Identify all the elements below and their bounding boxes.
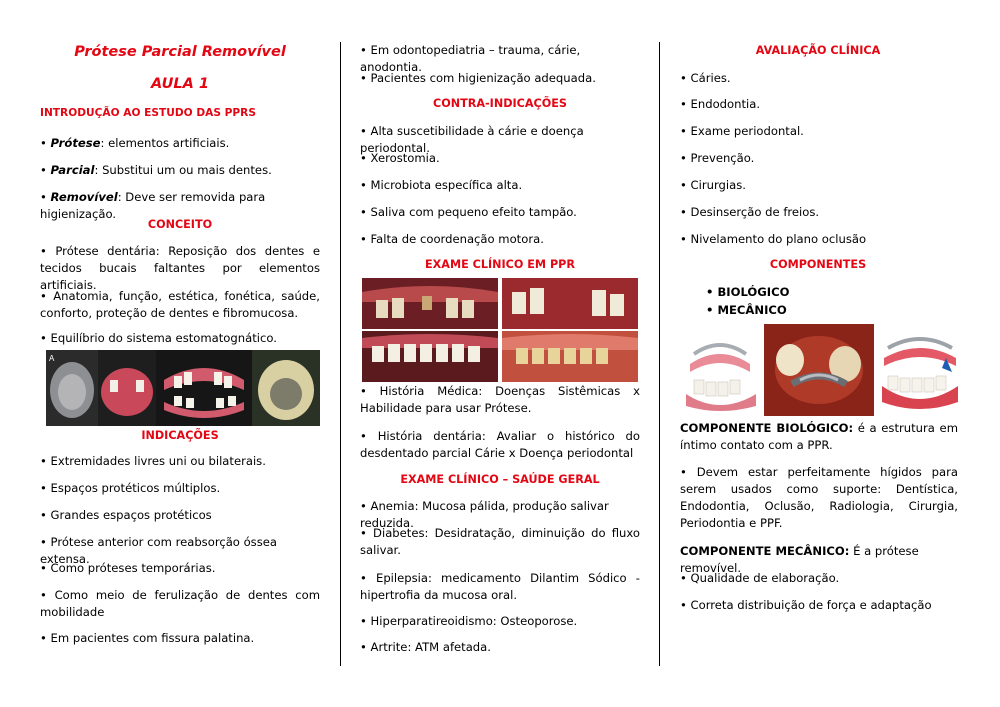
contra-item: • Falta de coordenação motora. bbox=[360, 231, 640, 248]
clinical-photo-grid bbox=[362, 278, 638, 382]
indicacao-item: • Como próteses temporárias. bbox=[40, 560, 320, 577]
prosthesis-illustration bbox=[46, 350, 320, 426]
indicacao-item: • Extremidades livres uni ou bilaterais. bbox=[40, 453, 320, 470]
column-2 bbox=[360, 0, 640, 707]
componentes-heading: COMPONENTES bbox=[769, 258, 867, 271]
saude-geral-heading: EXAME CLÍNICO – SAÚDE GERAL bbox=[400, 473, 600, 486]
historia-dentaria: • História dentária: Avaliar o histórico do desdentado parcial Cárie x Doença periodontal bbox=[360, 428, 640, 462]
contra-item: • Microbiota específica alta. bbox=[360, 177, 640, 194]
definition-parcial: • Parcial: Substitui um ou mais dentes. bbox=[40, 162, 320, 179]
indicacao-item: • Como meio de ferulização de dentes com mobilidade bbox=[40, 587, 320, 621]
avaliacao-item: • Exame periodontal. bbox=[680, 123, 958, 140]
teeth-photos-illustration bbox=[362, 278, 638, 382]
componente-mecanico-def: COMPONENTE MECÂNICO: É a prótese removível. bbox=[680, 544, 919, 575]
componente-item-mecanico: • MECÂNICO bbox=[706, 302, 906, 319]
contra-indicacoes-heading: CONTRA-INDICAÇÕES bbox=[433, 97, 567, 110]
intro-heading: INTRODUÇÃO AO ESTUDO DAS PPRS bbox=[40, 107, 256, 119]
conceito-heading: CONCEITO bbox=[147, 218, 213, 231]
definition-protese: • Prótese: elementos artificiais. bbox=[40, 135, 320, 152]
avaliacao-item: • Cáries. bbox=[680, 70, 958, 87]
mecanico-item: • Correta distribuição de força e adaptação bbox=[680, 597, 958, 614]
conceito-item-1: • Prótese dentária: Reposição dos dentes e tecidos bucais faltantes por elementos artificiais. bbox=[40, 243, 320, 294]
definition-removivel: • Removível: Deve ser removida para higienização. bbox=[40, 189, 320, 223]
contra-item: • Xerostomia. bbox=[360, 150, 640, 167]
avaliacao-item: • Nivelamento do plano oclusão bbox=[680, 231, 958, 248]
indicacao-item: • Prótese anterior com reabsorção óssea extensa. bbox=[40, 534, 320, 568]
saude-item: • Anemia: Mucosa pálida, produção salivar reduzida. bbox=[360, 498, 640, 532]
avaliacao-item: • Endodontia. bbox=[680, 96, 958, 113]
document-title: Prótese Parcial Removível bbox=[74, 44, 286, 60]
indicacao-item: • Em pacientes com fissura palatina. bbox=[40, 630, 320, 647]
saude-item: • Epilepsia: medicamento Dilantim Sódico - hipertrofia da mucosa oral. bbox=[360, 570, 640, 604]
saude-item: • Artrite: ATM afetada. bbox=[360, 639, 640, 656]
photo-label: A bbox=[49, 354, 55, 363]
saude-item: • Hiperparatireoidismo: Osteoporose. bbox=[360, 613, 640, 630]
ppr-framework-illustration bbox=[680, 324, 960, 416]
column-1 bbox=[40, 0, 320, 707]
historia-medica: • História Médica: Doenças Sistêmicas x Habilidade para usar Prótese. bbox=[360, 383, 640, 417]
componente-biologico-def: COMPONENTE BIOLÓGICO: é a estrutura em íntimo contato com a PPR. bbox=[680, 421, 958, 452]
column-3 bbox=[678, 0, 958, 707]
indicacao-continuation-1: • Em odontopediatria – trauma, cárie, anodontia. bbox=[360, 42, 640, 76]
component-photos bbox=[680, 324, 960, 416]
indicacoes-heading: INDICAÇÕES bbox=[141, 429, 219, 442]
avaliacao-item: • Desinserção de freios. bbox=[680, 204, 958, 221]
prosthesis-photo-strip bbox=[46, 350, 320, 426]
componente-item-biologico: • BIOLÓGICO bbox=[706, 284, 906, 301]
mecanico-item: • Qualidade de elaboração. bbox=[680, 570, 958, 587]
avaliacao-item: • Cirurgias. bbox=[680, 177, 958, 194]
conceito-item-3: • Equilíbrio do sistema estomatognático. bbox=[40, 330, 320, 347]
avaliacao-clinica-heading: AVALIAÇÃO CLÍNICA bbox=[755, 44, 881, 57]
indicacao-item: • Espaços protéticos múltiplos. bbox=[40, 480, 320, 497]
column-divider bbox=[340, 42, 341, 666]
avaliacao-item: • Prevenção. bbox=[680, 150, 958, 167]
lesson-number: AULA 1 bbox=[151, 76, 209, 92]
contra-item: • Saliva com pequeno efeito tampão. bbox=[360, 204, 640, 221]
exame-clinico-heading: EXAME CLÍNICO EM PPR bbox=[425, 258, 575, 271]
indicacao-continuation-2: • Pacientes com higienização adequada. bbox=[360, 70, 640, 87]
componente-biologico-detail: • Devem estar perfeitamente hígidos para serem usados como suporte: Dentística, Endodontia, Oclusão, Radiologia, Cirurgia, Periodontia e PPF. bbox=[680, 464, 958, 532]
saude-item: • Diabetes: Desidratação, diminuição do fluxo salivar. bbox=[360, 525, 640, 559]
column-divider bbox=[659, 42, 660, 666]
indicacao-item: • Grandes espaços protéticos bbox=[40, 507, 320, 524]
conceito-item-2: • Anatomia, função, estética, fonética, saúde, conforto, proteção de dentes e fibromucosa. bbox=[40, 288, 320, 322]
contra-item: • Alta suscetibilidade à cárie e doença periodontal. bbox=[360, 123, 640, 157]
